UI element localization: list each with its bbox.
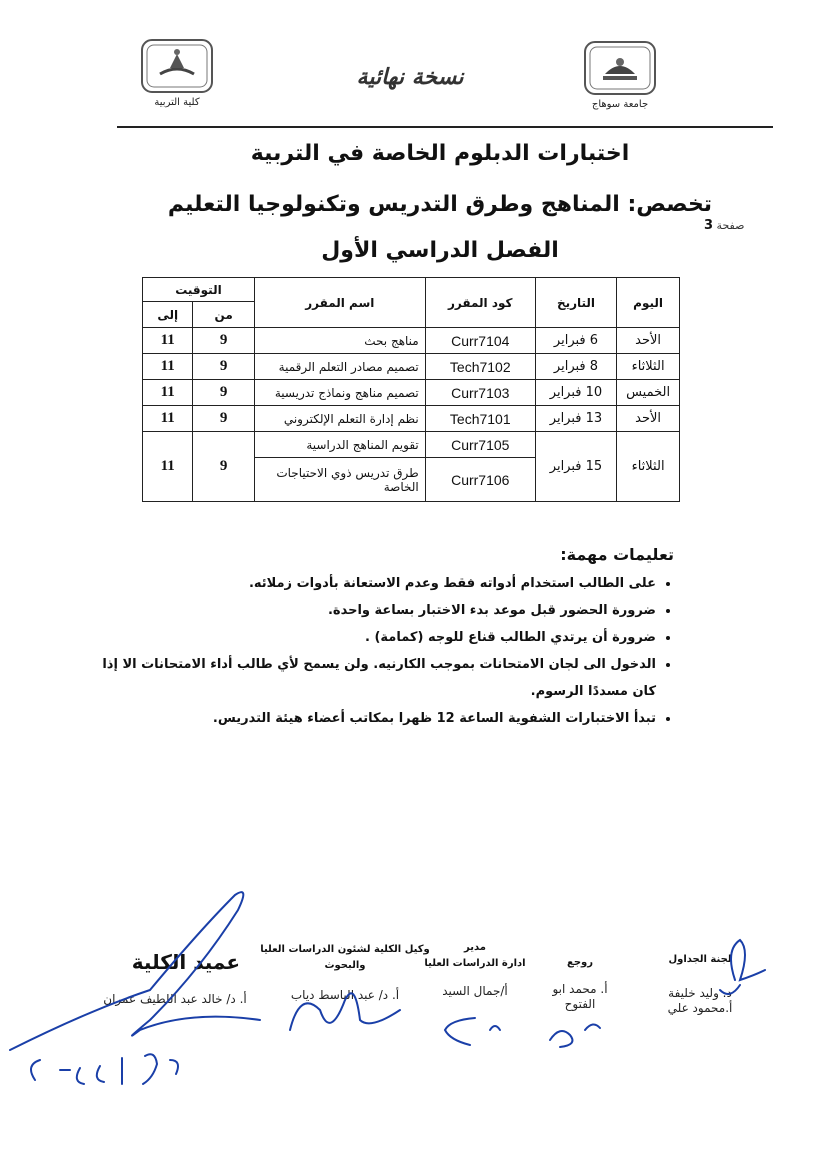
vice-dean-label-2: والبحوث [324, 960, 366, 971]
code-cell: Curr7104 [425, 328, 535, 354]
faculty-logo-caption: كلية التربية [154, 97, 200, 108]
instructions-list [96, 570, 674, 732]
list-item: • ضرورة أن يرتدي الطالب قناع للوجه (كمامة) . [96, 624, 656, 651]
exam-title: اختبارات الدبلوم الخاصة في التربية [250, 141, 630, 166]
col-date: التاريخ [535, 278, 616, 328]
page-value: 3 [704, 218, 714, 233]
committee-name-1: د. وليد خليفة [668, 986, 732, 1000]
reviewed-name-1: أ. محمد ابو [552, 982, 608, 996]
date-cell: 13 فبراير [535, 406, 616, 432]
date-cell: 15 فبراير [535, 432, 616, 502]
code-cell: Tech7101 [425, 406, 535, 432]
code-cell: Curr7103 [425, 380, 535, 406]
to-cell: 11 [143, 432, 193, 502]
to-cell: 11 [143, 328, 193, 354]
to-cell: 11 [143, 406, 193, 432]
list-item: • الدخول الى لجان الامتحانات بموجب الكارنيه. ولن يسمح لأي طالب أداء الامتحانات الا إذا كان مسددًا الرسوم. [96, 651, 656, 705]
to-cell: 11 [143, 354, 193, 380]
table-row [143, 406, 680, 432]
course-cell: مناهج بحث [254, 328, 425, 354]
faculty-emblem-icon [140, 38, 214, 94]
handwritten-signatures [0, 870, 821, 1110]
reviewed-signature-stroke [550, 1024, 600, 1047]
reviewed-label: روجع [566, 957, 593, 968]
from-cell: 9 [193, 354, 254, 380]
page-number [704, 218, 744, 233]
university-emblem-logo [583, 40, 657, 96]
from-cell: 9 [193, 380, 254, 406]
code-cell: Curr7106 [425, 458, 535, 502]
vice-dean-label-1: وكيل الكلية لشئون الدراسات العليا [260, 944, 430, 955]
from-cell: 9 [193, 406, 254, 432]
university-logo-caption: جامعة سوهاج [591, 99, 649, 110]
date-cell: 10 فبراير [535, 380, 616, 406]
list-item: • ضرورة الحضور قبل موعد بدء الاختبار بساعة واحدة. [96, 597, 656, 624]
director-label-2: ادارة الدراسات العليا [424, 958, 526, 969]
table-row [143, 354, 680, 380]
committee-label: لجنة الجداول [668, 954, 732, 965]
day-cell: الثلاثاء [617, 432, 680, 502]
dean-signature-stroke [10, 892, 260, 1050]
col-to: إلى [143, 302, 193, 328]
date-scribble [31, 1054, 178, 1084]
course-cell: نظم إدارة التعلم الإلكتروني [254, 406, 425, 432]
day-cell: الخميس [617, 380, 680, 406]
final-version-stamp: نسخة نهائية [356, 64, 464, 90]
to-cell: 11 [143, 380, 193, 406]
university-emblem-icon [583, 40, 657, 96]
col-from: من [193, 302, 254, 328]
semester-title: الفصل الدراسي الأول [321, 238, 559, 263]
table-row [143, 432, 680, 458]
dean-name: أ. د/ خالد عبد اللطيف عمران [103, 992, 247, 1006]
col-code: كود المقرر [425, 278, 535, 328]
date-cell: 8 فبراير [535, 354, 616, 380]
committee-signature-stroke [720, 940, 765, 994]
col-course: اسم المقرر [254, 278, 425, 328]
reviewed-name-2: الفتوح [564, 997, 596, 1011]
day-cell: الثلاثاء [617, 354, 680, 380]
director-name: أ/جمال السيد [442, 984, 508, 998]
header-divider [117, 126, 773, 128]
day-cell: الأحد [617, 328, 680, 354]
table-row [143, 380, 680, 406]
committee-name-2: أ.محمود علي [667, 1001, 733, 1015]
date-cell: 6 فبراير [535, 328, 616, 354]
specialization-title: تخصص: المناهج وطرق التدريس وتكنولوجيا التعليم [167, 192, 713, 217]
director-label-1: مدير [464, 942, 486, 953]
director-signature-stroke [445, 1018, 500, 1045]
course-cell: تصميم مصادر التعلم الرقمية [254, 354, 425, 380]
instructions-title: تعليمات مهمة: [560, 545, 674, 564]
code-cell: Curr7105 [425, 432, 535, 458]
course-cell: طرق تدريس ذوي الاحتياجات الخاصة [254, 458, 425, 502]
from-cell: 9 [193, 328, 254, 354]
course-cell: تقويم المناهج الدراسية [254, 432, 425, 458]
list-item: • تبدأ الاختبارات الشفوية الساعة 12 ظهرا بمكاتب أعضاء هيئة التدريس. [96, 705, 656, 732]
faculty-emblem-logo [140, 38, 214, 94]
vice-dean-signature-stroke [290, 993, 400, 1030]
vice-dean-name: أ. د/ عبد الباسط دياب [290, 988, 400, 1002]
code-cell: Tech7102 [425, 354, 535, 380]
day-cell: الأحد [617, 406, 680, 432]
exam-schedule-table [142, 277, 680, 502]
col-day: اليوم [617, 278, 680, 328]
course-cell: تصميم مناهج ونماذج تدريسية [254, 380, 425, 406]
dean-label: عميد الكلية [131, 950, 240, 974]
list-item: • على الطالب استخدام أدواته فقط وعدم الاستعانة بأدوات زملائه. [96, 570, 656, 597]
table-row [143, 328, 680, 354]
col-timing: التوقيت [143, 278, 255, 302]
from-cell: 9 [193, 432, 254, 502]
page-label: صفحة [716, 219, 745, 232]
